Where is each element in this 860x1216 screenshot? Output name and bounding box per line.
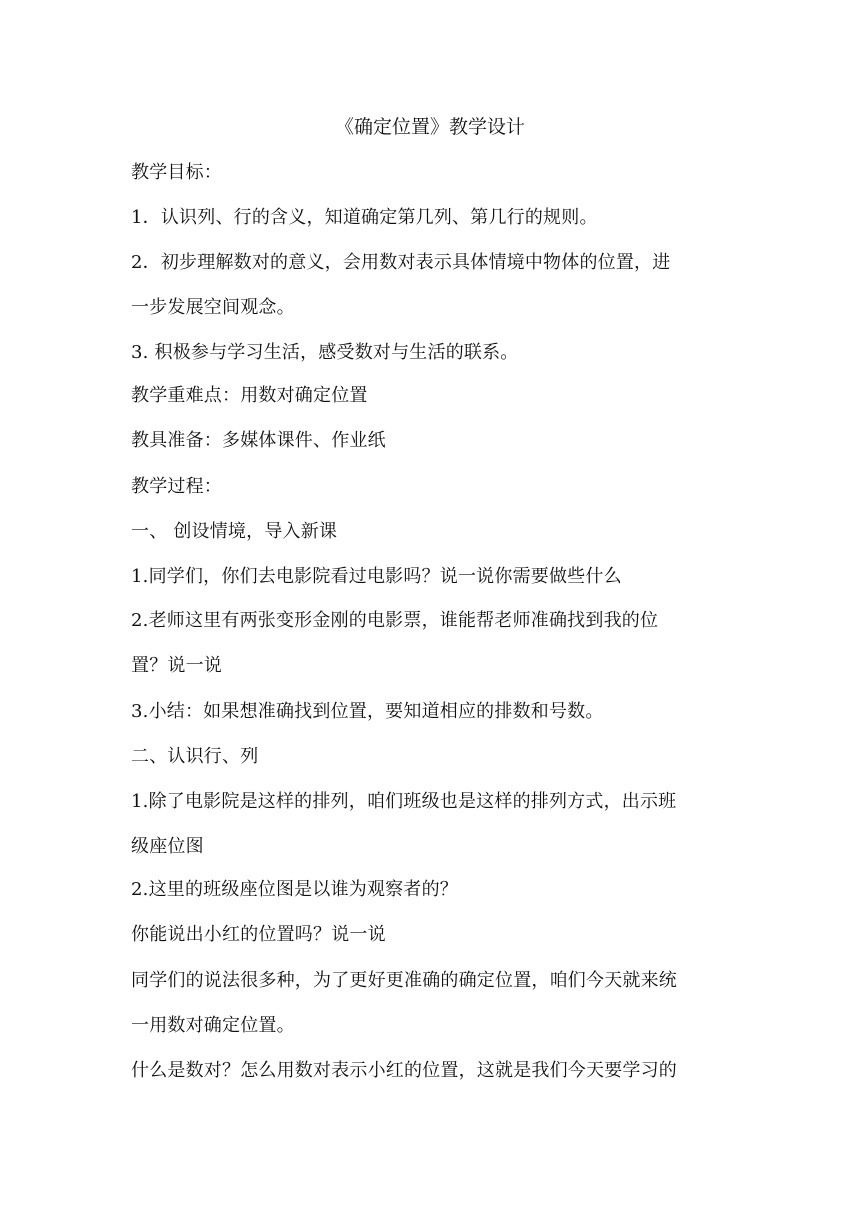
- text-line: 二、认识行、列: [131, 746, 259, 767]
- text-line: 一步发展空间观念。: [131, 297, 295, 318]
- text-line: 你能说出小红的位置吗？说一说: [131, 924, 386, 945]
- text-line: 2.这里的班级座位图是以谁为观察者的？: [131, 879, 458, 900]
- text-line: 一用数对确定位置。: [131, 1015, 295, 1036]
- text-line: 教学过程：: [131, 476, 222, 497]
- text-line: 3.小结：如果想准确找到位置，要知道相应的排数和号数。: [131, 701, 604, 722]
- text-line: 教学目标：: [131, 162, 222, 183]
- text-line: 同学们的说法很多种，为了更好更准确的确定位置，咱们今天就来统: [131, 970, 677, 991]
- text-line: 1．认识列、行的含义，知道确定第几列、第几行的规则。: [131, 207, 598, 228]
- text-line: 一、 创设情境，导入新课: [131, 521, 338, 542]
- text-line: 2．初步理解数对的意义，会用数对表示具体情境中物体的位置，进: [131, 252, 671, 273]
- text-line: 置？说一说: [131, 655, 222, 676]
- text-line: 级座位图: [131, 836, 204, 857]
- text-line: 教学重难点：用数对确定位置: [131, 385, 368, 406]
- text-line: 教具准备：多媒体课件、作业纸: [131, 430, 386, 451]
- text-line: 3. 积极参与学习生活，感受数对与生活的联系。: [131, 342, 519, 363]
- text-line: 什么是数对？怎么用数对表示小红的位置，这就是我们今天要学习的: [131, 1060, 677, 1081]
- text-line: 1.除了电影院是这样的排列，咱们班级也是这样的排列方式，出示班: [131, 791, 677, 812]
- text-line: 1.同学们，你们去电影院看过电影吗？说一说你需要做些什么: [131, 566, 622, 587]
- text-line: 2.老师这里有两张变形金刚的电影票，谁能帮老师准确找到我的位: [131, 610, 659, 631]
- document-title: 《确定位置》教学设计: [334, 116, 525, 138]
